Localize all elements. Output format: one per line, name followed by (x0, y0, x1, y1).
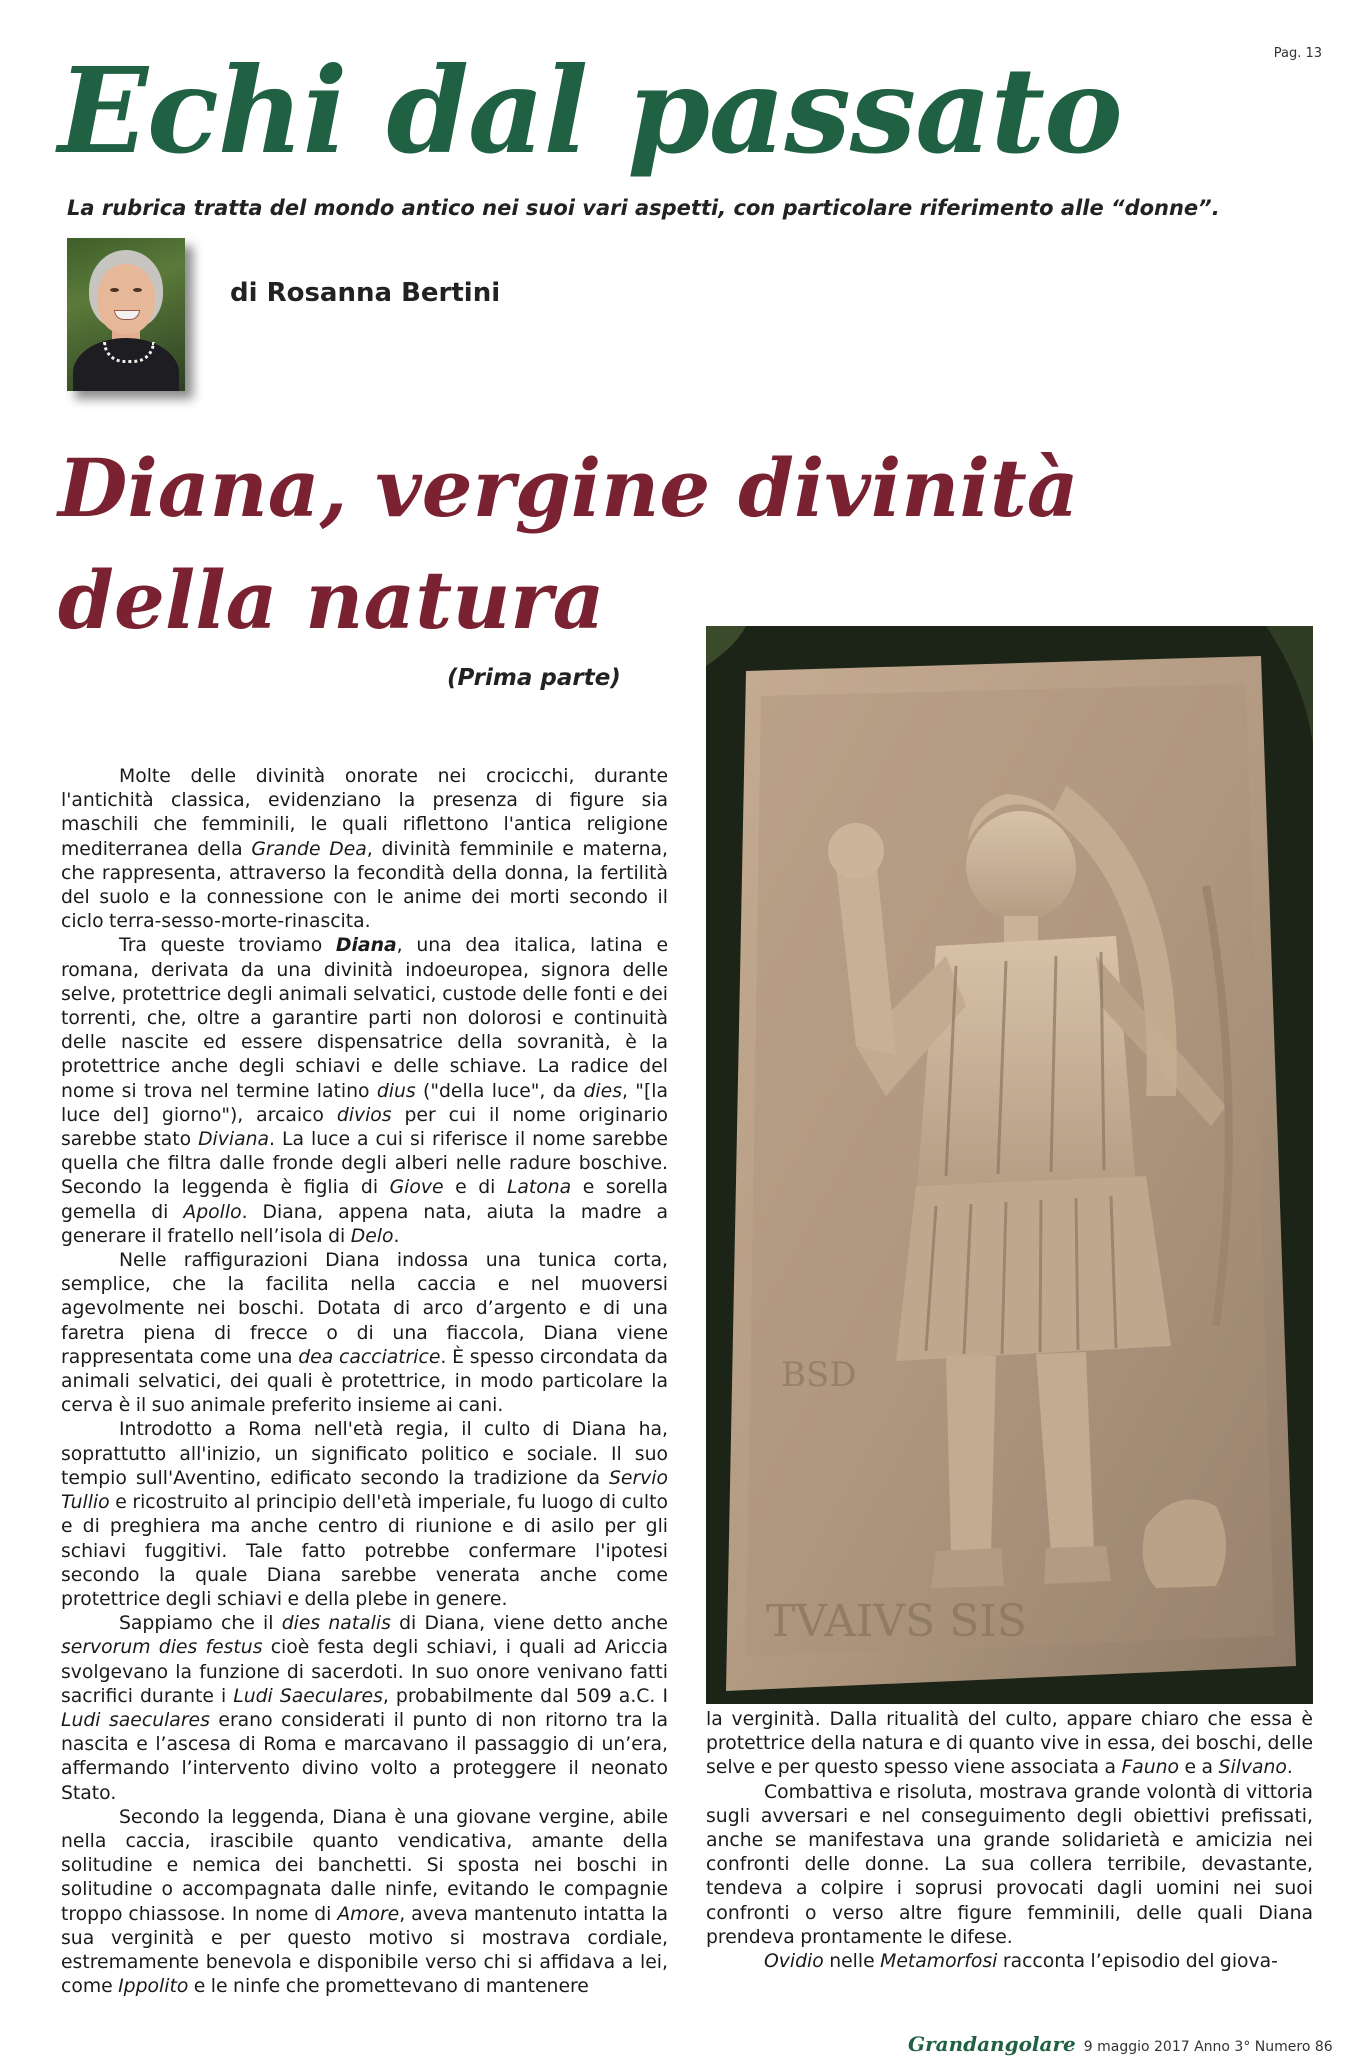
article-column-right: la verginità. Dalla ritualità del culto, appare chiaro che essa è protettrice della natura e di quanto vive in essa, dei boschi, delle selve e per questo spesso viene associata a Fauno e a Silvano. Combattiva e risoluta, mostrava grande volontà di vittoria sugli avversari e nel conseguimento degli obiettivi prefissati, anche se manifestava una grande solidarietà e amicizia nei confronti delle donne. La sua collera terribile, devastante, tendeva a colpire i soprusi provocati dagli uomini nei suoi confronti o verso altre figure femminili, delle quali Diana prendeva prontamente le difese. Ovidio nelle Metamorfosi racconta l’episodio del giova- (706, 1709, 1313, 1973)
section-subtitle: La rubrica tratta del mondo antico nei suoi vari aspetti, con particolare riferimento alle “donne”. (67, 196, 1220, 220)
diana-relief-photo (706, 626, 1313, 1704)
publication-name: Grandangolare (908, 2032, 1076, 2056)
svg-text:TVAIVS SIS: TVAIVS SIS (766, 1596, 1027, 1647)
author-byline: di Rosanna Bertini (230, 278, 501, 308)
page-footer (908, 2032, 1333, 2056)
svg-text:BSD: BSD (781, 1355, 857, 1395)
article-title: Diana, vergine divinità della natura (58, 441, 1079, 647)
article-part-label: (Prima parte) (447, 665, 621, 691)
issue-info: 9 maggio 2017 Anno 3° Numero 86 (1083, 2039, 1333, 2055)
section-title: Echi dal passato (58, 41, 1122, 180)
author-photo (67, 238, 185, 391)
article-column-left: Molte delle divinità onorate nei crocicchi, durante l'antichità classica, evidenziano la presenza di figure sia maschili che femminili, le quali riflettono l'antica religione mediterranea della Grande Dea, divinità femminile e materna, che rappresenta, attraverso la fecondità della donna, la fertilità del suolo e la connessione con le anime dei morti secondo il ciclo terra-sesso-morte-rinascita. Tra queste troviamo Diana, una dea italica, latina e romana, derivata da una divinità indoeuropea, signora delle selve, protettrice degli animali selvatici, custode delle fonti e dei torrenti, che, oltre a garantire parti non dolorosi e continuità delle nascite ed essere dispensatrice della sovranità, è la protettrice anche degli schiavi e delle schiave. La radice del nome si trova nel termine latino dius ("della luce", da dies, "[la luce del] giorno"), arcaico divios per cui il nome originario sarebbe stato Diviana. La luce a cui si riferisce il nome sarebbe quella che filtra dalle fronde degli alberi nelle radure boschive. Secondo la leggenda è figlia di Giove e di Latona e sorella gemella di Apollo. Diana, appena nata, aiuta la madre a generare il fratello nell’isola di Delo. Nelle raffigurazioni Diana indossa una tunica corta, semplice, che la facilita nella caccia e nel muoversi agevolmente nei boschi. Dotata di arco d’argento e di una faretra piena di frecce o di una fiaccola, Diana viene rappresentata come una dea cacciatrice. È spesso circondata da animali selvatici, dei quali è protettrice, in modo particolare la cerva è il suo animale preferito insieme ai cani. Introdotto a Roma nell'età regia, il culto di Diana ha, soprattutto all'inizio, un significato politico e sociale. Il suo tempio sull'Aventino, edificato secondo la tradizione da Servio Tullio e ricostruito al principio dell'età imperiale, fu luogo di culto e di preghiera ma anche centro di riunione e di asilo per gli schiavi fuggitivi. Tale fatto potrebbe confermare l'ipotesi secondo la quale Diana sarebbe venerata anche come protettrice degli schiavi e della plebe in genere. Sappiamo che il dies natalis di Diana, viene detto anche servorum dies festus cioè festa degli schiavi, i quali ad Ariccia svolgevano la funzione di sacerdoti. In suo onore venivano fatti sacrifici durante i Ludi Saeculares, probabilmente dal 509 a.C. I Ludi saeculares erano considerati il punto di non ritorno tra la nascita e l’ascesa di Roma e marcavano il passaggio di un’era, affermando l’intervento divino volto a proteggere il neonato Stato. Secondo la leggenda, Diana è una giovane vergine, abile nella caccia, irascibile quanto vendicativa, amante della solitudine e nemica dei banchetti. Si sposta nei boschi in solitudine o accompagnata dalle ninfe, evitando le compagnie troppo chiassose. In nome di Amore, aveva mantenuto intatta la sua verginità e per questo motivo si mostrava cordiale, estremamente benevola e disponibile verso chi si affidava a lei, come Ippolito e le ninfe che promettevano di mantenere (61, 766, 669, 1998)
page-number: Pag. 13 (1273, 46, 1322, 61)
